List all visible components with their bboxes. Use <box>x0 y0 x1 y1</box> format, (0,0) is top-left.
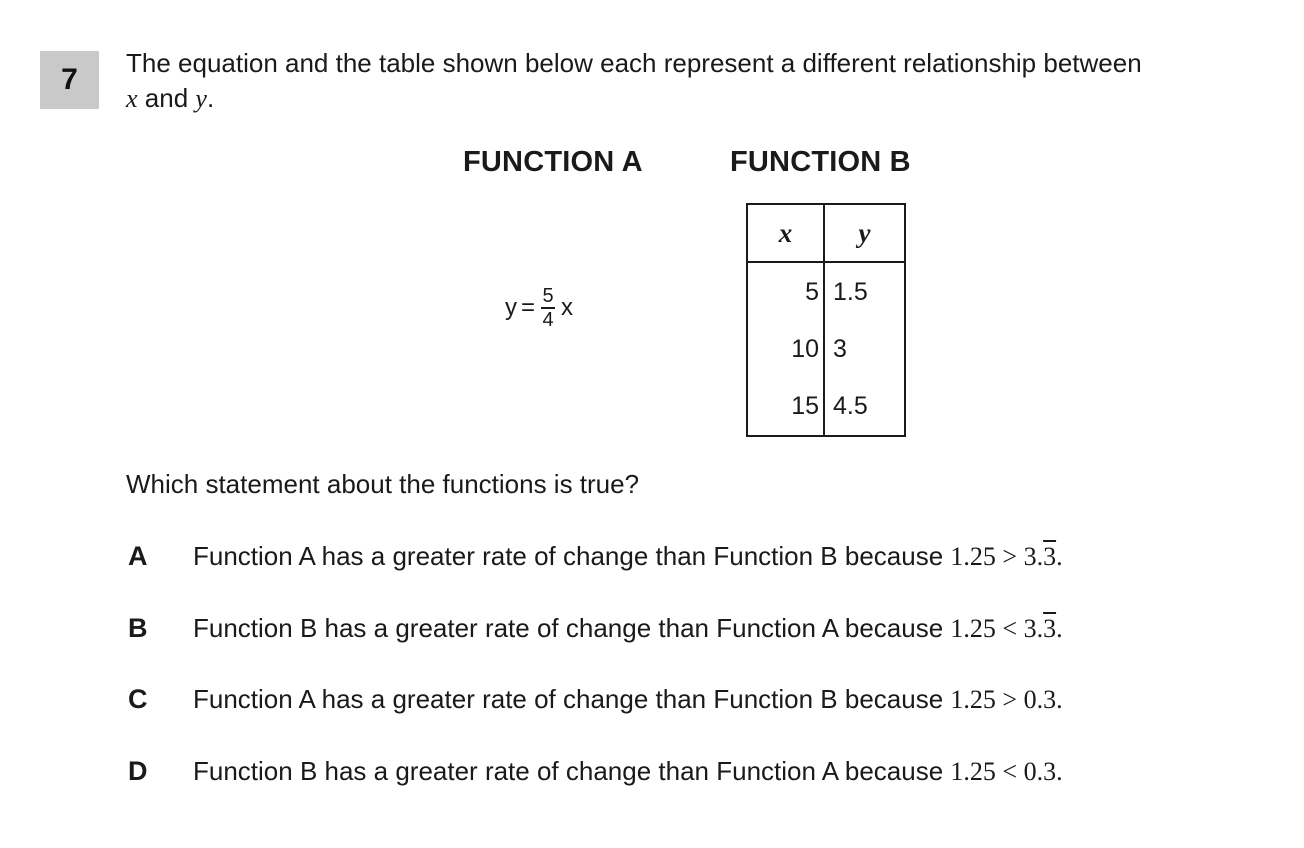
option-text: Function B has a greater rate of change than Function A because 1.25 < 0.3. <box>193 756 1063 786</box>
table-cell-y: 1.5 <box>824 262 905 321</box>
stem-text: The equation and the table shown below each represent a different relationship between <box>126 48 1142 78</box>
table-cell-x: 5 <box>747 262 824 321</box>
option-math: 1.25 > 3.3. <box>950 542 1063 571</box>
question-number: 7 <box>40 51 99 109</box>
stem-var-x: x <box>126 84 138 113</box>
answer-option-b[interactable] <box>128 613 1063 644</box>
answer-option-c[interactable] <box>128 684 1063 715</box>
answer-option-d[interactable] <box>128 756 1063 787</box>
table-row <box>747 262 905 321</box>
answer-option-a[interactable] <box>128 541 1063 572</box>
stem-period: . <box>206 83 215 113</box>
stem-and: and <box>144 83 189 113</box>
option-math: 1.25 < 0.3. <box>950 757 1063 786</box>
option-letter: D <box>128 756 148 786</box>
option-text: Function A has a greater rate of change than Function B because 1.25 > 0.3. <box>193 684 1063 714</box>
option-text: Function A has a greater rate of change than Function B because 1.25 > 3.3. <box>193 541 1063 571</box>
equation-rhs-var: x <box>561 294 574 321</box>
table-cell-y: 3 <box>824 321 905 378</box>
option-letter: A <box>128 541 148 571</box>
equation-equals: = <box>521 294 536 321</box>
function-b-heading: FUNCTION B <box>730 146 911 178</box>
table-row <box>747 321 905 378</box>
option-text: Function B has a greater rate of change than Function A because 1.25 < 3.3. <box>193 613 1063 643</box>
function-a-equation <box>505 286 573 330</box>
table-cell-x: 10 <box>747 321 824 378</box>
equation-lhs: y <box>505 294 517 321</box>
option-math: 1.25 > 0.3. <box>950 685 1063 714</box>
option-letter: B <box>128 613 148 643</box>
function-a-heading: FUNCTION A <box>463 146 643 178</box>
equation-fraction <box>541 286 555 330</box>
table-header-y: y <box>824 204 905 262</box>
table-cell-x: 15 <box>747 378 824 436</box>
table-header-x: x <box>747 204 824 262</box>
table-row <box>747 378 905 436</box>
function-b-table <box>746 203 906 437</box>
fraction-numerator: 5 <box>542 285 554 307</box>
table-header-row <box>747 204 905 262</box>
option-math: 1.25 < 3.3. <box>950 614 1063 643</box>
option-letter: C <box>128 684 148 714</box>
question-stem <box>126 46 1266 116</box>
question-prompt: Which statement about the functions is true? <box>126 469 640 499</box>
table-cell-y: 4.5 <box>824 378 905 436</box>
fraction-denominator: 4 <box>542 309 554 331</box>
stem-var-y: y <box>195 84 207 113</box>
